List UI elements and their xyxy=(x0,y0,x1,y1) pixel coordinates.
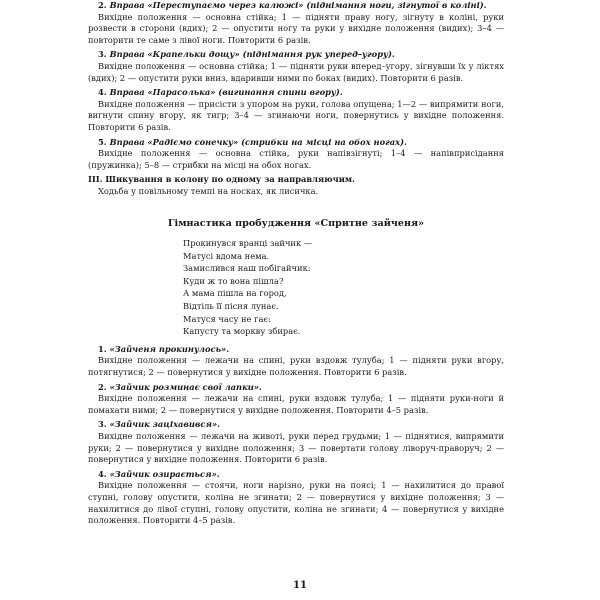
page-number: 11 xyxy=(293,580,307,591)
poem-line: Замислився наш побігайчик: xyxy=(183,263,311,274)
exercise-text: Вихідне положення — присісти з упором на руки, голова опущена; 1—2 — випрямити ноги, вигнути спину вгору, як тигр; 3–4 — згинаючи ноги, повернутись у вихідне положення. Повторити 6 разів. xyxy=(88,98,504,132)
exercise-heading xyxy=(98,137,504,149)
poem-line: Матуся часу не гає: xyxy=(183,313,271,324)
stage-text: Ходьба у повільному темпі на носках, як лисичка. xyxy=(98,185,319,196)
exercise-number: 3. xyxy=(98,419,107,430)
exercise-number: 2. xyxy=(98,381,107,392)
section-title: Гімнастика пробудження «Спритне зайченя» xyxy=(167,217,425,229)
exercise-number: 5. xyxy=(98,136,107,147)
exercise-subtitle: (стрибки на місці на обох ногах). xyxy=(241,136,407,147)
exercise-name: Вправа «Переступаємо через калюжі» xyxy=(109,0,304,10)
exercise-text: Вихідне положення — лежачи на животі, руки перед грудьми; 1 — піднятися, випрямити руки; 2 — повернутися у вихідне положення; 3 — повертати голову ліворуч-праворуч; 2 — повернутися у вихідне положення. Повторити 6 разів. xyxy=(88,431,504,465)
exercise-name: «Зайчик озирається». xyxy=(109,468,220,479)
poem-line: Відтіль її пісня лунає. xyxy=(183,301,279,312)
exercise-block xyxy=(88,382,504,417)
exercise-heading xyxy=(98,419,504,431)
exercise-block xyxy=(88,49,504,84)
exercise-number: 2. xyxy=(98,0,107,10)
exercise-block xyxy=(88,137,504,172)
exercise-block xyxy=(88,419,504,465)
exercise-text: Вихідне положення — лежачи на спині, руки вздовж тулуба; 1 — підняти руки-ноги й помахати ними; 2 — повернутися у вихідне положення. Повторити 4–5 разів. xyxy=(88,393,504,415)
exercise-text: Вихідне положення — стоячи, ноги нарізно, руки на поясі; 1 — нахилитися до правої ступні, голову опустити, коліна не згинати; 2 — повернутися у вихідне положення; 3 — нахилитися до лівої ступні, голову опустити, коліна не згинати; 4 — повернутися у вихідне положення. Повторити 4–5 разів. xyxy=(88,480,504,526)
exercise-name: Вправа «Крапельки дощу» xyxy=(109,49,240,60)
exercise-heading xyxy=(98,382,504,394)
exercise-number: 1. xyxy=(98,343,107,354)
exercise-block xyxy=(88,344,504,379)
exercise-heading xyxy=(98,0,504,12)
exercise-block xyxy=(88,469,504,527)
page-content xyxy=(88,0,504,527)
poem-line: А мама пішла на город, xyxy=(183,288,287,299)
poem-line: Матусі вдома нема. xyxy=(183,250,270,261)
poem-line: Прокинувся вранці зайчик — xyxy=(183,238,313,249)
exercise-heading xyxy=(98,344,504,356)
exercise-subtitle: (піднімання рук уперед–угору). xyxy=(242,49,395,60)
exercise-heading xyxy=(98,49,504,61)
exercise-number: 4. xyxy=(98,468,107,479)
stage-heading: III. Шикування в колону по одному за направляючим. xyxy=(88,174,355,185)
poem-line: Куди ж то вона пішла? xyxy=(183,275,284,286)
exercise-number: 4. xyxy=(98,87,107,98)
exercise-name: Вправа «Парасолька» xyxy=(109,87,216,98)
exercise-name: «Зайчик заціхавився». xyxy=(109,419,221,430)
exercise-heading xyxy=(98,469,504,481)
exercise-subtitle: (вигинання спини вгору). xyxy=(218,87,343,98)
exercise-text: Вихідне положення — лежачи на спині, руки вздовж тулуба; 1 — підняти руки вгору, потягнутися; 2 — повернутися у вихідне положення. Повторити 6 разів. xyxy=(88,355,504,378)
exercise-heading xyxy=(98,87,504,99)
exercise-name: «Зайчик розминає свої лапки». xyxy=(109,381,262,392)
exercise-text: Вихідне положення — основна стійка; 1 — підняти руки вперед–угору, зігнувши їх у ліктях (вдих); 2 — опустити руки вниз, вдаривши ними по боках (видих). Повторити 6 разів. xyxy=(88,60,504,83)
poem-line: Капусту та моркву збирає. xyxy=(183,326,301,337)
exercise-number: 3. xyxy=(98,49,107,60)
exercise-block xyxy=(88,0,504,46)
exercise-subtitle: (піднімання ноги, зігнутої в коліні). xyxy=(306,0,487,10)
exercise-text: Вихідне положення — основна стійка; 1 — підняти праву ногу, зігнуту в коліні, руки розвести в сторони (вдих); 2 — опустити ногу та руки у вихідне положення (видих); 3–4 — повторити те саме з лівої ноги. Повторити 6 разів. xyxy=(88,11,504,45)
exercise-name: «Зайченя прокинулось». xyxy=(109,343,230,354)
exercise-block xyxy=(88,87,504,133)
exercise-text: Вихідне положення — основна стійка, руки напівзігнуті; 1–4 — напівприсідання (пружинка); 5–8 — стрибки на місці на обох ногах. xyxy=(88,148,504,170)
exercise-name: Вправа «Радіємо сонечку» xyxy=(109,136,239,147)
poem xyxy=(183,237,504,338)
